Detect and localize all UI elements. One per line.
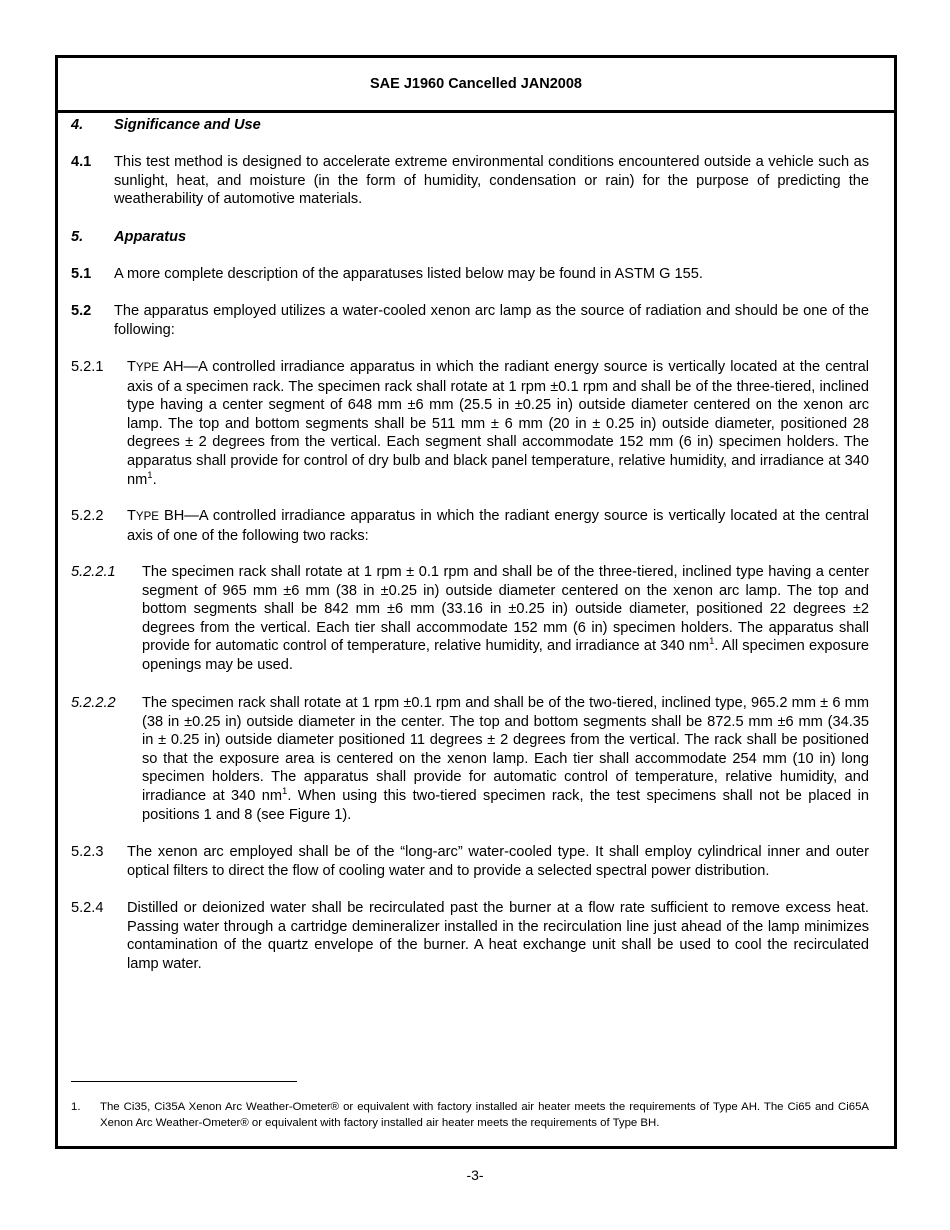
- paragraph-5-2-1: 5.2.1 TYPE AH—A controlled irradiance apparatus in which the radiant energy source is vertically located at the central axis of a specimen rack. The specimen rack shall rotate at 1 rpm ±0.1 rpm and shall be of the three-tiered, inclined type having a center segment of 648 mm ±6 mm (25.5 in ±0.25 in) outside diameter centered on the xenon arc lamp. The top and bottom segments shall be 511 mm ± 6 mm (20 in ± 0.25 in) outside diameter, positioned 28 degrees ± 2 degrees from the vertical. Each segment shall accommodate 152 mm (6 in) specimen holders. The apparatus shall provide for control of dry bulb and black panel temperature, relative humidity, and irradiance at 340 $nm^1$.: [71, 359, 869, 488]
- paragraph-5-1: 5.1 A more complete description of the apparatuses listed below may be found in ASTM G 155.: [71, 266, 703, 282]
- paragraph-5-2: 5.2 The apparatus employed utilizes a water-cooled xenon arc lamp as the source of radiation and should be one of the following:: [71, 303, 869, 338]
- paragraph-5-2-2-1: 5.2.2.1 The specimen rack shall rotate at 1 rpm ± 0.1 rpm and shall be of the three-tiered, inclined type having a center segment of 965 mm ±6 mm (38 in ±0.25 in) outside diameter centered on the xenon arc lamp. The top and bottom segments shall be 842 mm ±6 mm (33.16 in ±0.25 in) outside diameter, positioned 22 degrees ±2 degrees from the vertical. Each tier shall accommodate 152 mm (6 in) specimen holders. The apparatus shall provide for automatic control of temperature, relative humidity, and irradiance at 340 $nm^1$. All specimen exposure openings may be used.: [71, 564, 869, 673]
- paragraph-5-2-2: 5.2.2 TYPE BH—A controlled irradiance apparatus in which the radiant energy source is vertically located at the central axis of one of the following two racks:: [71, 508, 869, 544]
- paragraph-5-2-2-2: 5.2.2.2 The specimen rack shall rotate at 1 rpm ±0.1 rpm and shall be of the two-tiered, inclined type, 965.2 mm ± 6 mm (38 in ±0.25 in) outside diameter in the center. The top and bottom segments shall be 872.5 mm ±6 mm (34.35 in ± 0.25 in) outside diameter positioned 11 degrees ± 2 degrees from the vertical. The rack shall be positioned so that the exposure area is centered on the xenon lamp. Each tier shall accommodate 254 mm (10 in) long specimen holders. The apparatus shall provide for automatic control of temperature, relative humidity, and irradiance at 340 $nm^1$. When using this two-tiered specimen rack, the test specimens shall not be placed in positions 1 and 8 (see Figure 1).: [71, 695, 869, 823]
- page-number: -3-: [466, 1167, 484, 1183]
- paragraph-5-2-3: 5.2.3 The xenon arc employed shall be of the “long-arc” water-cooled type. It shall employ cylindrical inner and outer optical filters to direct the flow of cooling water and to provide a selected spectral power distribution.: [71, 844, 869, 879]
- paragraph-5-2-4: 5.2.4 Distilled or deionized water shall be recirculated past the burner at a flow rate sufficient to remove excess heat. Passing water through a cartridge demineralizer installed in the recirculation line just ahead of the lamp minimizes contamination of the quartz envelope of the burner. A heat exchange unit shall be used to cool the recirculated lamp water.: [71, 900, 869, 972]
- paragraph-4-1: 4.1 This test method is designed to accelerate extreme environmental conditions encountered outside a vehicle such as sunlight, heat, and moisture (in the form of humidity, condensation or rain) for the purpose of predicting the weatherability of automotive materials.: [71, 154, 869, 208]
- section-5-heading: 5. Apparatus: [71, 228, 869, 247]
- document-title: SAE J1960 Cancelled JAN2008: [370, 76, 582, 92]
- section-4-heading: 4. Significance and Use: [71, 116, 869, 135]
- footnote-1: 1. The Ci35, Ci35A Xenon Arc Weather-Ometer® or equivalent with factory installed air heater meets the requirements of Type AH. The Ci65 and Ci65A Xenon Arc Weather-Ometer® or equivalent with factory installed air heater meets the requirements of Type BH.: [71, 1101, 869, 1129]
- document-header: [58, 58, 894, 113]
- section-5-title: Apparatus: [114, 229, 187, 245]
- footnote-divider: [71, 1081, 297, 1082]
- section-4-title: Significance and Use: [114, 117, 261, 133]
- page-frame: [55, 55, 897, 1149]
